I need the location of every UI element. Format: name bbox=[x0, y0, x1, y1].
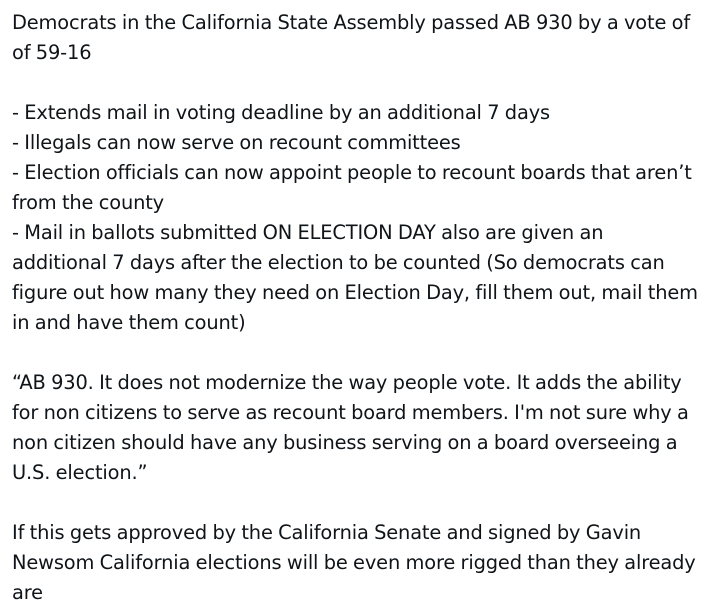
text-line: - Illegals can now serve on recount committees bbox=[12, 131, 461, 154]
text-line: “AB 930. It does not modernize the way people vote. It adds the ability bbox=[12, 371, 682, 394]
text-line: additional 7 days after the election to be counted (So democrats can bbox=[12, 251, 665, 274]
text-line: for non citizens to serve as recount board members. I'm not sure why a bbox=[12, 401, 689, 424]
text-line: are bbox=[12, 581, 43, 604]
text-line: in and have them count) bbox=[12, 311, 246, 334]
text-line: If this gets approved by the California Senate and signed by Gavin bbox=[12, 521, 642, 544]
text-line: - Mail in ballots submitted ON ELECTION DAY also are given an bbox=[12, 221, 604, 244]
post-body-text bbox=[12, 8, 716, 608]
text-line: non citizen should have any business serving on a board overseeing a bbox=[12, 431, 678, 454]
text-line: from the county bbox=[12, 191, 165, 214]
text-line: U.S. election.” bbox=[12, 461, 148, 484]
text-line: of 59-16 bbox=[12, 41, 92, 64]
text-line: Newsom California elections will be even more rigged than they already bbox=[12, 551, 696, 574]
text-line: figure out how many they need on Election Day, fill them out, mail them bbox=[12, 281, 698, 304]
paragraph-gap bbox=[12, 488, 716, 518]
paragraph-gap bbox=[12, 338, 716, 368]
text-line: - Extends mail in voting deadline by an additional 7 days bbox=[12, 101, 550, 124]
paragraph-gap bbox=[12, 68, 716, 98]
text-line: Democrats in the California State Assembly passed AB 930 by a vote of bbox=[12, 11, 691, 34]
text-line: - Election officials can now appoint people to recount boards that aren’t bbox=[12, 161, 692, 184]
